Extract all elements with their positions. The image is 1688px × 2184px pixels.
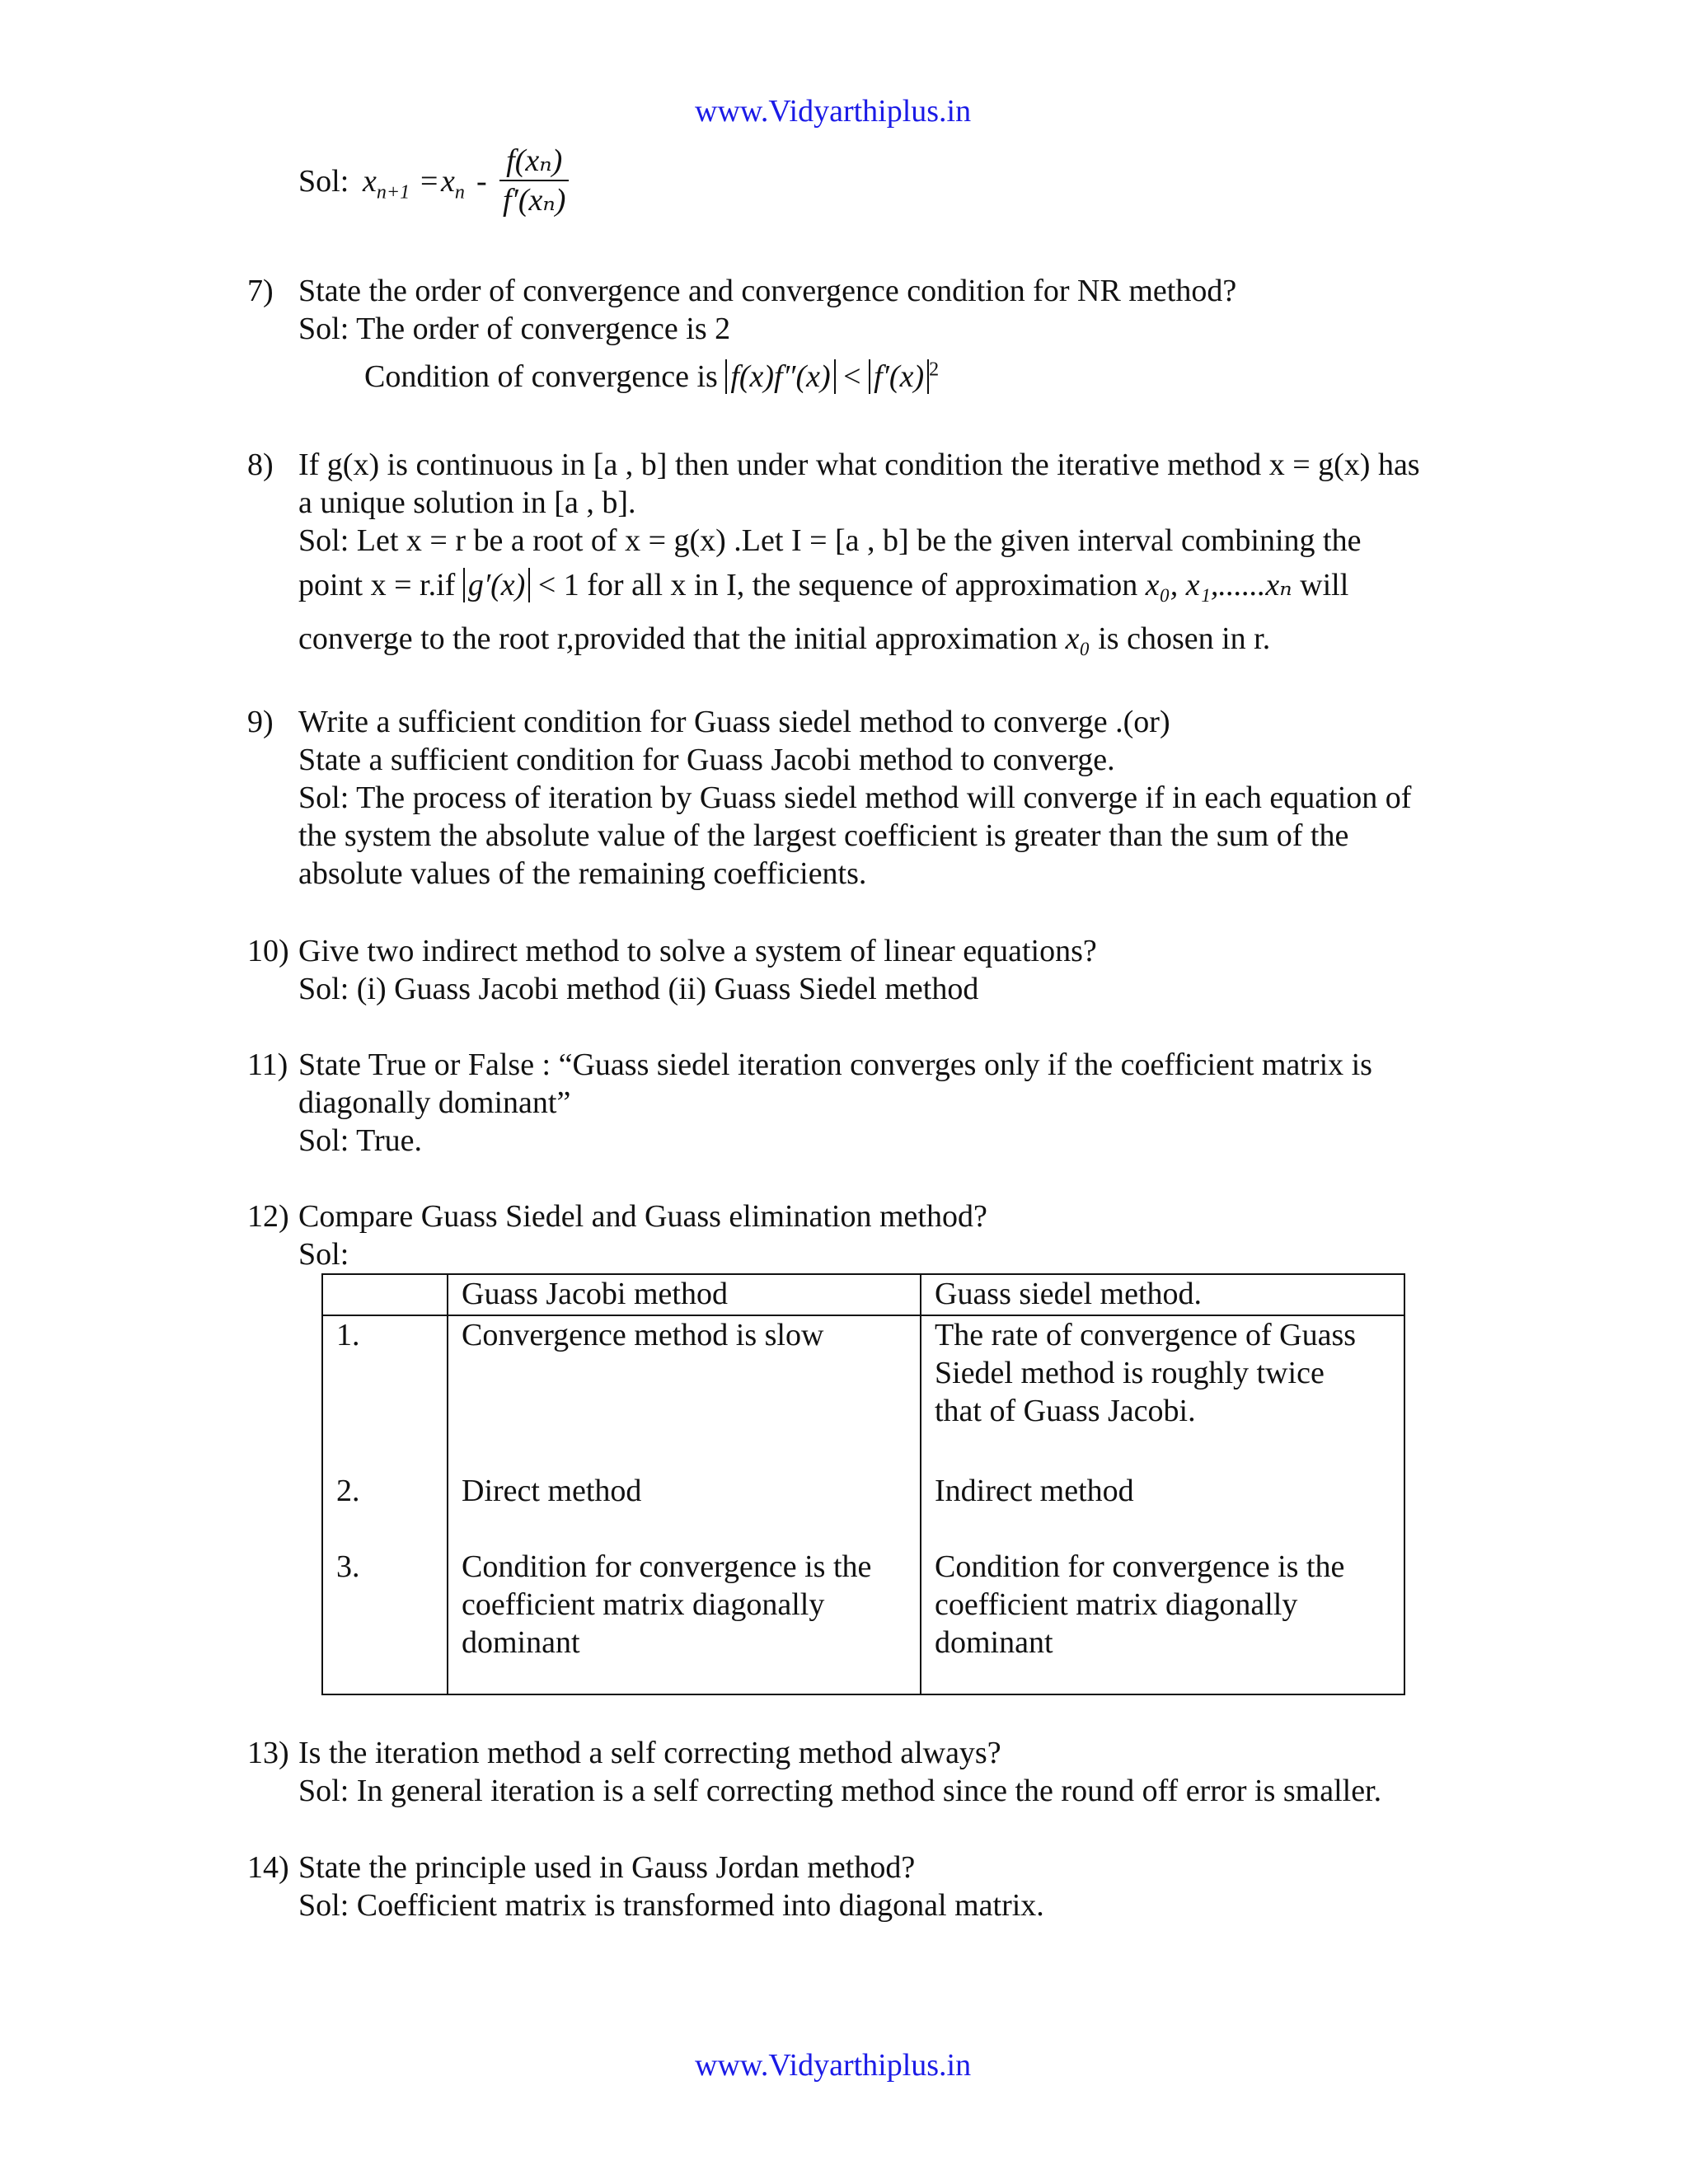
q7-cond-lhs: f(x)f″(x): [725, 359, 835, 394]
q8-abs-gprime: g′(x): [463, 568, 531, 602]
cell-line: Condition for convergence is the: [935, 1549, 1345, 1584]
cell-line: coefficient matrix diagonally: [462, 1587, 825, 1622]
nr-denominator: f′(xₙ): [503, 183, 566, 218]
q10-number: 10): [247, 934, 289, 968]
q9-line: the system the absolute value of the largest coefficient is greater than the sum of the: [298, 818, 1349, 853]
q8-line2: a unique solution in [a , b].: [298, 485, 636, 520]
cell-line: dominant: [935, 1625, 1053, 1660]
q8-line3: Sol: Let x = r be a root of x = g(x) .Let I = [a , b] be the given interval combining the: [298, 523, 1362, 558]
nr-lhs: [363, 162, 410, 204]
cell-line: Condition for convergence is the: [462, 1549, 872, 1584]
q12-sol: Sol:: [298, 1237, 349, 1272]
nr-rhs: [441, 162, 465, 204]
q7-sol: Sol: The order of convergence is 2: [298, 312, 731, 346]
q13-sol: Sol: In general iteration is a self correcting method since the round off error is smaller.: [298, 1774, 1382, 1808]
table-header-cell: Guass siedel method.: [921, 1274, 1404, 1315]
nr-numerator: f(xₙ): [499, 142, 569, 181]
q7-condition: [364, 358, 939, 396]
q9-line: Write a sufficient condition for Guass siedel method to converge .(or): [298, 705, 1170, 739]
q8-line4: [298, 566, 1348, 604]
comparison-table: [321, 1273, 1405, 1695]
q8-x0: x₀: [1065, 621, 1090, 656]
q8-line1: If g(x) is continuous in [a , b] then under what condition the iterative method x = g(x) has: [298, 448, 1420, 482]
q8-line4b: < 1 for all x in I, the sequence of approximation: [537, 568, 1138, 602]
table-cell: [921, 1315, 1404, 1472]
cell-line: Direct method: [462, 1474, 642, 1508]
table-row: [322, 1472, 1404, 1548]
table-header-cell: [322, 1274, 448, 1315]
q10-sol: Sol: (i) Guass Jacobi method (ii) Guass Siedel method: [298, 972, 979, 1006]
q11-sol: Sol: True.: [298, 1123, 422, 1158]
table-header-row: [322, 1274, 1404, 1315]
q13-question: Is the iteration method a self correcting method always?: [298, 1736, 1001, 1770]
table-cell-number: 2.: [322, 1472, 448, 1548]
q7-cond-label: Condition of convergence is: [364, 359, 718, 394]
q13-number: 13): [247, 1736, 289, 1770]
nr-lhs-var: x: [363, 164, 377, 199]
q8-line5: [298, 620, 1270, 658]
q14-sol: Sol: Coefficient matrix is transformed into diagonal matrix.: [298, 1888, 1044, 1923]
table-cell-number: 3.: [322, 1548, 448, 1694]
q8-sequence: x₀, x₁,......xₙ: [1145, 568, 1292, 602]
q7-question: State the order of convergence and convergence condition for NR method?: [298, 274, 1237, 308]
footer-link[interactable]: www.Vidyarthiplus.in: [695, 2048, 972, 2083]
q11-line2: diagonally dominant”: [298, 1085, 571, 1120]
nr-sol-label: Sol:: [298, 164, 349, 199]
nr-rhs-sub: n: [454, 181, 465, 204]
cell-line: The rate of convergence of Guass: [935, 1318, 1357, 1352]
q12-number: 12): [247, 1199, 289, 1234]
nr-rhs-var: x: [441, 164, 455, 199]
table-row: [322, 1315, 1404, 1472]
q11-line1: State True or False : “Guass siedel iteration converges only if the coefficient matrix is: [298, 1047, 1372, 1082]
cell-line: that of Guass Jacobi.: [935, 1394, 1196, 1428]
nr-fraction: [499, 142, 569, 219]
q8-line4c: will: [1300, 568, 1349, 602]
cell-line: Siedel method is roughly twice: [935, 1356, 1325, 1390]
table-cell-number: 1.: [322, 1315, 448, 1472]
q8-line5b: is chosen in r.: [1098, 621, 1271, 656]
table-cell: [448, 1472, 921, 1548]
q11-number: 11): [247, 1047, 288, 1082]
nr-minus: -: [476, 164, 487, 199]
cell-line: Convergence method is slow: [462, 1318, 824, 1352]
q14-number: 14): [247, 1850, 289, 1885]
q8-line5a: converge to the root r,provided that the initial approximation: [298, 621, 1058, 656]
table-cell: [921, 1548, 1404, 1694]
q9-line: State a sufficient condition for Guass Jacobi method to converge.: [298, 743, 1115, 777]
q12-question: Compare Guass Siedel and Guass elimination method?: [298, 1199, 987, 1234]
cell-line: coefficient matrix diagonally: [935, 1587, 1298, 1622]
cell-line: Indirect method: [935, 1474, 1134, 1508]
q7-cond-lt: <: [843, 359, 861, 394]
q7-cond-exp: 2: [929, 359, 940, 381]
q8-line4a: point x = r.if: [298, 568, 456, 602]
nr-eq: =: [420, 164, 438, 199]
q10-question: Give two indirect method to solve a system of linear equations?: [298, 934, 1097, 968]
nr-lhs-sub: n+1: [376, 181, 410, 204]
table-row: [322, 1548, 1404, 1694]
table-cell: [921, 1472, 1404, 1548]
cell-line: dominant: [462, 1625, 580, 1660]
header-link[interactable]: www.Vidyarthiplus.in: [695, 94, 972, 129]
table-header-cell: Guass Jacobi method: [448, 1274, 921, 1315]
q8-number: 8): [247, 448, 274, 482]
q9-line: Sol: The process of iteration by Guass siedel method will converge if in each equation of: [298, 780, 1412, 815]
q14-question: State the principle used in Gauss Jordan method?: [298, 1850, 916, 1885]
q9-line: absolute values of the remaining coefficients.: [298, 856, 867, 891]
q7-number: 7): [247, 274, 274, 308]
table-cell: [448, 1315, 921, 1472]
q7-cond-rhs: f′(x): [869, 359, 929, 394]
q9-number: 9): [247, 705, 274, 739]
table-cell: [448, 1548, 921, 1694]
